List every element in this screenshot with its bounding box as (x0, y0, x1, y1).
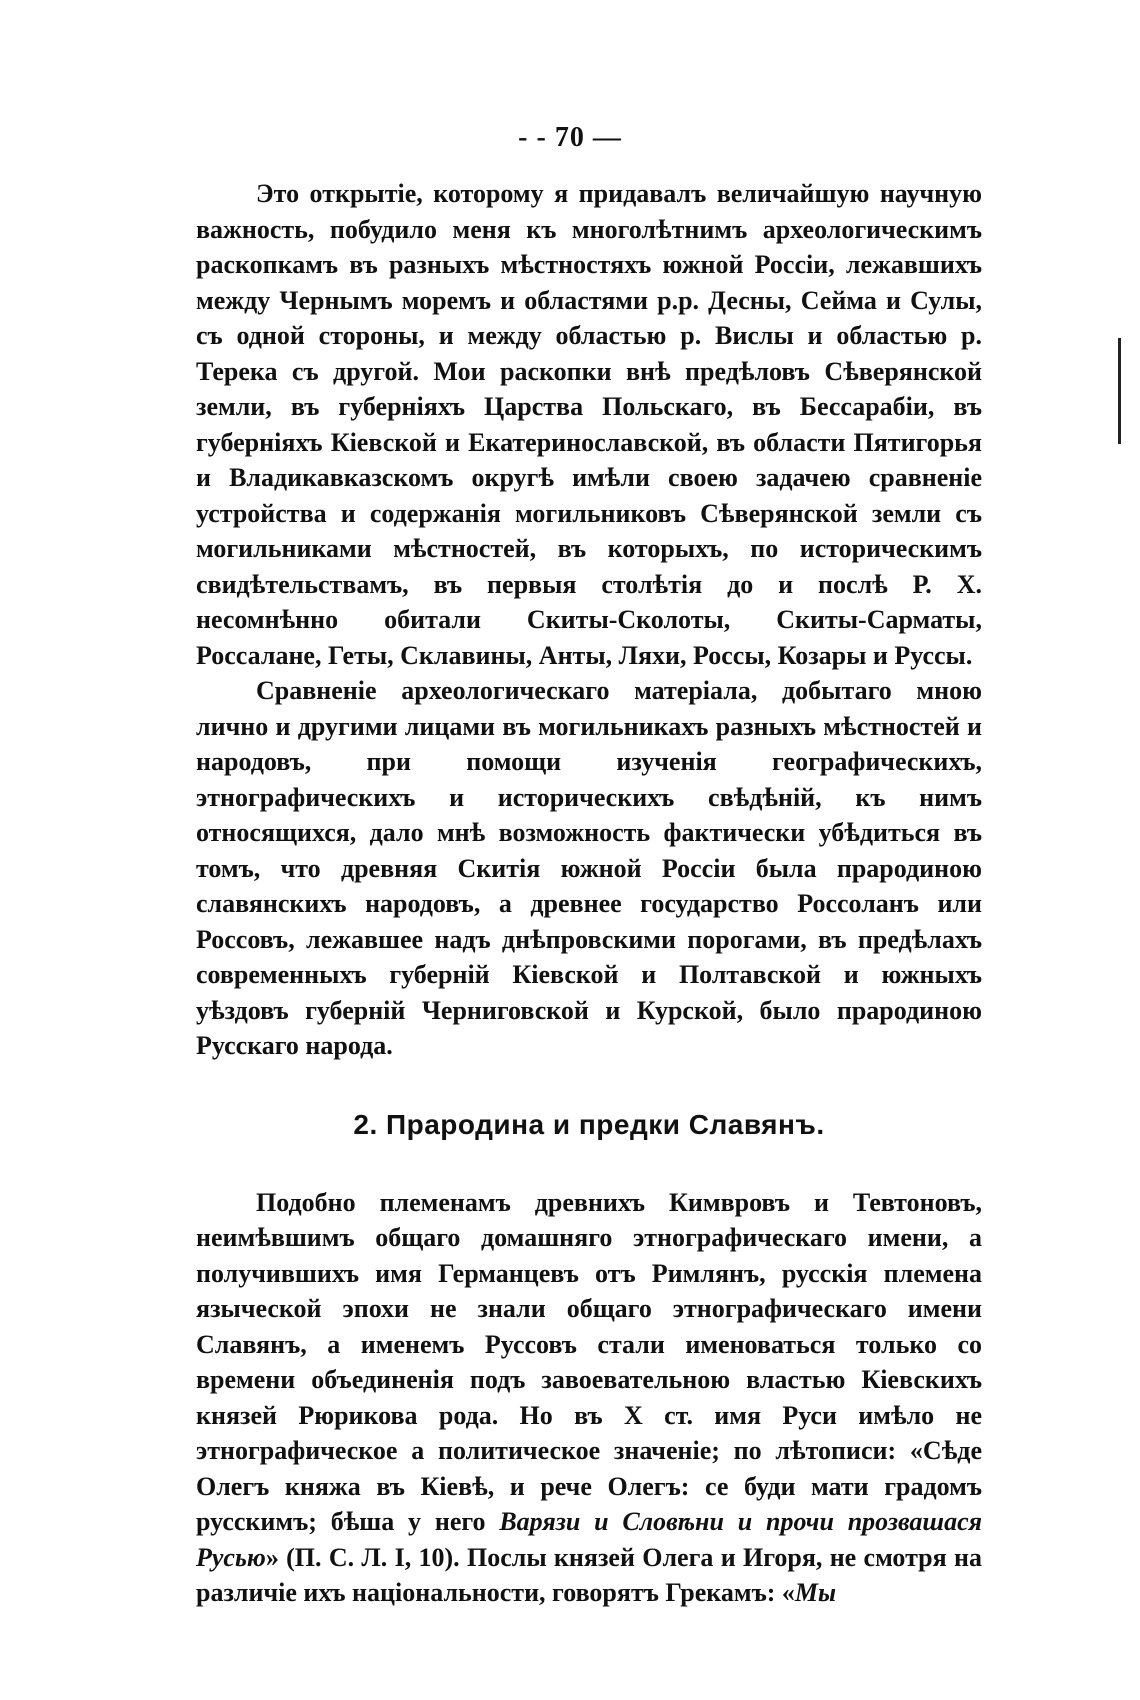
section-heading: 2. Прародина и предки Славянъ. (353, 1108, 825, 1140)
text-column (196, 176, 982, 1611)
body-paragraph-1: Это открытіе, которому я придавалъ величайшую научную важность, побудило меня къ многолѣтнимъ археологическимъ раскопкамъ въ разныхъ мѣстностяхъ южной Россіи, лежавшихъ между Чернымъ моремъ и областями р.р. Десны, Сейма и Сулы, съ одной стороны, и между областью р. Вислы и областью р. Терека съ другой. Мои раскопки внѣ предѣловъ Сѣверянской земли, въ губерніяхъ Царства Польскаго, въ Бессарабіи, въ губерніяхъ Кіевской и Екатеринославской, въ области Пятигорья и Владикавказскомъ округѣ имѣли своею задачею сравненіе устройства и содержанія могильниковъ Сѣверянской земли съ могильниками мѣстностей, въ которыхъ, по историческимъ свидѣтельствамъ, въ первыя столѣтія до и послѣ Р. Х. несомнѣнно обитали Скиты-Сколоты, Скиты-Сарматы, Россалане, Геты, Склавины, Анты, Ляхи, Россы, Козары и Руссы. (196, 179, 982, 670)
section-paragraph-text-a: Подобно племенамъ древнихъ Кимвровъ и Тевтоновъ, неимѣвшимъ общаго домашняго этнографическаго имени, а получившихъ имя Германцевъ отъ Римлянъ, русскія племена языческой эпохи не знали общаго этнографическаго имени Славянъ, а именемъ Руссовъ стали именоваться только со времени объединенія подъ завоевательною властью Кіевскихъ князей Рюрикова рода. Но въ X ст. имя Руси имѣло не этнографическое а политическое значеніе; по лѣтописи: «Сѣде Олегъ княжа въ Кіевѣ, и рече Олегъ: се буди мати градомъ русскимъ; бѣша у него (196, 1187, 982, 1536)
page-number: - - 70 — (518, 122, 622, 153)
section-paragraph-italic-end: Мы (794, 1578, 837, 1607)
section-paragraph-text-c: » (П. С. Л. I, 10). Послы князей Олега и Игоря, не смотря на различіе ихъ національности, говорятъ Грекамъ: « (196, 1542, 982, 1607)
margin-scan-mark (1118, 338, 1121, 444)
section-paragraph-1 (196, 1185, 982, 1611)
body-paragraph-2: Сравненіе археологическаго матеріала, добытаго мною лично и другими лицами въ могильникахъ разныхъ мѣстностей и народовъ, при помощи изученія географическихъ, этнографическихъ и историческихъ свѣдѣній, къ нимъ относящихся, дало мнѣ возможность фактически убѣдиться въ томъ, что древняя Скитія южной Россіи была прародиною славянскихъ народовъ, а древнее государство Россоланъ или Россовъ, лежавшее надъ днѣпровскими порогами, въ предѣлахъ современныхъ губерній Кіевской и Полтавской и южныхъ уѣздовъ губерній Черниговской и Курской, было прародиною Русскаго народа. (196, 676, 982, 1060)
section-paragraph-quote-italic: Варязи и Словѣни и прочи прозвашася Русью (196, 1507, 983, 1572)
